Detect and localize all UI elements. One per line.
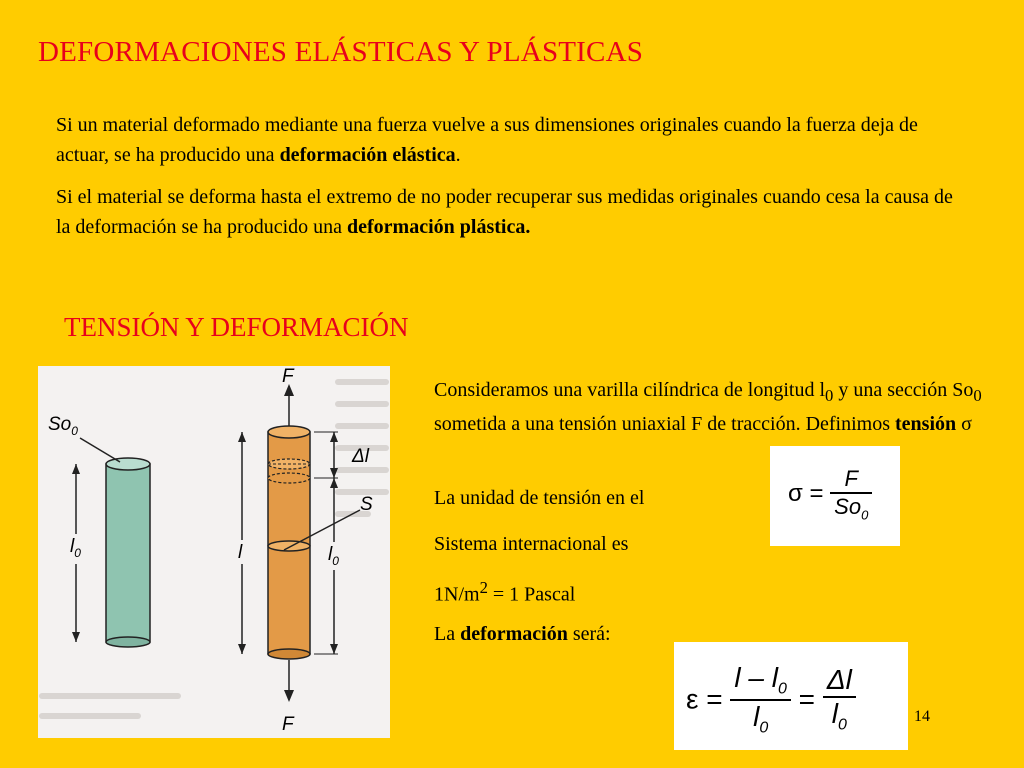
term-tension: tensión <box>895 413 957 435</box>
unit-pascal: = 1 Pascal <box>487 583 576 606</box>
unit-newton-per-m: 1N/m <box>434 583 480 606</box>
label-l0-right: $l_0$ <box>328 544 339 568</box>
strain-numerator-2: Δl <box>823 664 856 698</box>
strain-formula-equals: = <box>798 683 816 715</box>
page-number: 14 <box>914 708 930 725</box>
unit-line-1: La unidad de tensión en el <box>434 487 645 509</box>
label-force-bottom: F <box>282 714 294 735</box>
rod-description-c: sometida a una tensión uniaxial F de tracción. Definimos <box>434 413 895 435</box>
l0-dimension-right <box>314 478 348 654</box>
stress-fraction <box>830 466 872 522</box>
label-delta-l: Δl <box>352 446 369 467</box>
rod-deformation-figure <box>38 366 390 738</box>
strain-formula <box>674 642 908 750</box>
green-rod <box>106 458 150 647</box>
rod-description-sub2: 0 <box>973 386 982 405</box>
label-force-top: F <box>282 366 294 387</box>
unit-line-3 <box>434 574 994 609</box>
strain-denominator-1 <box>730 701 790 738</box>
rod-diagram <box>38 366 390 738</box>
sigma-symbol: σ <box>956 413 972 435</box>
stress-denominator-sub: 0 <box>861 507 869 523</box>
stress-formula <box>770 446 900 546</box>
section-subtitle: TENSIÓN Y DEFORMACIÓN <box>64 312 409 342</box>
rod-description <box>434 376 994 438</box>
strain-denominator-2-text: l <box>831 698 838 730</box>
orange-rod <box>268 426 310 659</box>
label-so: $So_0$ <box>48 414 78 438</box>
strain-numerator-1-sub: 0 <box>777 680 787 698</box>
paragraph-plastic <box>56 182 956 242</box>
paragraph-elastic-text: Si un material deformado mediante una fuerza vuelve a sus dimensiones originales cuando la fuerza deja de actuar, se ha producido una <box>56 114 918 166</box>
stress-formula-lhs: σ = <box>788 480 824 508</box>
deformation-line-a: La <box>434 623 461 645</box>
strain-fraction-1 <box>730 662 790 737</box>
term-plastic-deformation: deformación plástica. <box>347 216 531 238</box>
strain-fraction-2 <box>823 664 856 735</box>
strain-denominator-2 <box>823 698 856 735</box>
slide-title: DEFORMACIONES ELÁSTICAS Y PLÁSTICAS <box>38 36 644 68</box>
strain-formula-lhs: ε = <box>686 683 723 715</box>
force-arrow-top <box>284 384 294 426</box>
strain-numerator-1 <box>730 662 790 701</box>
force-arrow-bottom <box>284 660 294 702</box>
label-l0-left: $l_0$ <box>70 536 81 560</box>
deformation-line-b: será: <box>567 623 611 645</box>
delta-l-dimension <box>314 432 338 478</box>
unit-exponent: 2 <box>479 578 488 597</box>
strain-denominator-1-text: l <box>753 700 760 732</box>
label-l: l <box>238 542 243 563</box>
stress-denominator <box>830 494 872 522</box>
paragraph-elastic <box>56 110 956 170</box>
paragraph-elastic-end: . <box>455 144 461 166</box>
term-deformation: deformación <box>460 623 568 645</box>
so-leader-line <box>80 438 120 462</box>
strain-numerator-1-text: l – l <box>734 662 778 693</box>
label-s: S <box>360 494 373 515</box>
paragraph-plastic-text: Si el material se deforma hasta el extremo de no poder recuperar sus medidas originales cuando cesa la causa de la deformación se ha producido una <box>56 186 953 238</box>
strain-denominator-2-sub: 0 <box>837 716 847 734</box>
rod-description-a: Consideramos una varilla cilíndrica de longitud l <box>434 379 826 401</box>
stress-denominator-text: So <box>834 494 862 519</box>
term-elastic-deformation: deformación elástica <box>279 144 456 166</box>
unit-line-2: Sistema internacional es <box>434 533 629 555</box>
strain-denominator-1-sub: 0 <box>759 719 769 737</box>
rod-description-b: y una sección So <box>833 379 974 401</box>
rod-description-sub1: 0 <box>825 386 834 405</box>
stress-numerator: F <box>830 466 872 494</box>
